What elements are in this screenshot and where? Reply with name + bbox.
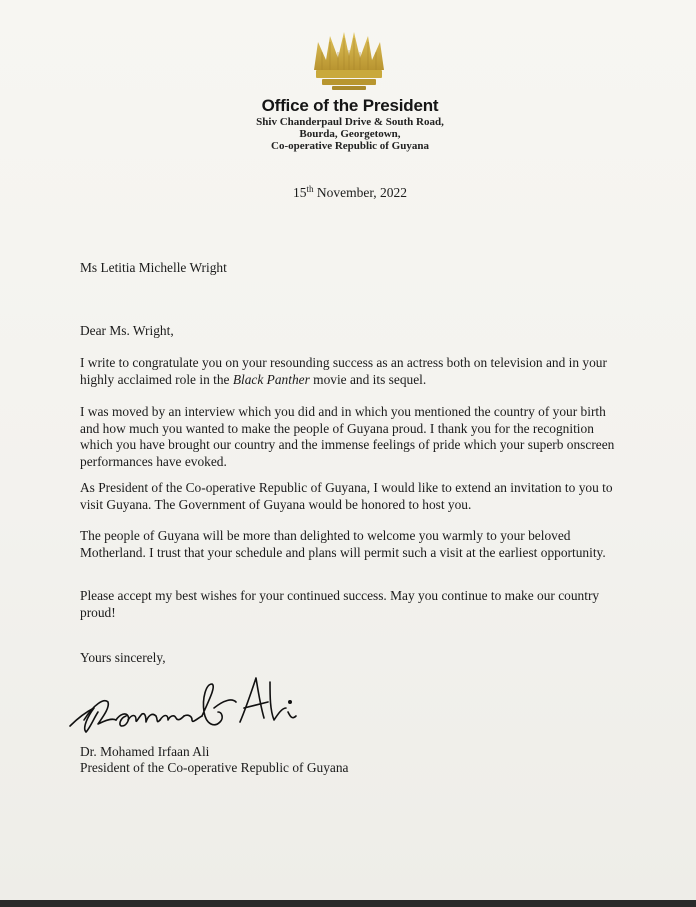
closing: Yours sincerely, [80, 650, 166, 665]
bottom-edge [0, 900, 696, 907]
address-line-3: Co-operative Republic of Guyana [271, 140, 429, 152]
signatory-name: Dr. Mohamed Irfaan Ali [80, 744, 210, 759]
paragraph-1-start: I write to congratulate you on your resounding success as an actress both on television and in your highly acclaimed role in the [80, 355, 607, 387]
paragraph-5: Please accept my best wishes for your continued success. May you continue to make our country proud! [80, 588, 600, 620]
signatory-title: President of the Co-operative Republic of Guyana [80, 760, 349, 775]
letter-date [0, 184, 696, 201]
office-title: Office of the President [261, 96, 439, 115]
paragraph-1-end: movie and its sequel. [309, 371, 427, 387]
signature-icon [64, 668, 314, 748]
crown-crest-icon [308, 30, 390, 92]
recipient-name: Ms Letitia Michelle Wright [80, 260, 227, 275]
paragraph-3: As President of the Co-operative Republic of Guyana, I would like to extend an invitation to you to visit Guyana. The Government of Guyana would be honored to host you. [80, 480, 613, 512]
address-line-2: Bourda, Georgetown, [299, 128, 401, 140]
salutation: Dear Ms. Wright, [80, 323, 174, 338]
date-suffix: th [306, 184, 314, 194]
paragraph-1 [80, 355, 620, 388]
paragraph-2: I was moved by an interview which you did and in which you mentioned the country of your birth and how much you wanted to make the people of Guyana proud. I thank you for the recognition which you have brought our country and the immense feelings of pride which your superb onscreen performances have evoked. [80, 404, 615, 469]
letterhead [200, 96, 500, 152]
paragraph-4: The people of Guyana will be more than delighted to welcome you warmly to your beloved Motherland. I trust that your schedule and plans will permit such a visit at the earliest opportunity. [80, 528, 606, 560]
date-day: 15 [292, 185, 307, 200]
movie-title: Black Panther [232, 371, 310, 387]
date-rest: November, 2022 [313, 185, 408, 200]
address-line-1: Shiv Chanderpaul Drive & South Road, [256, 116, 444, 128]
